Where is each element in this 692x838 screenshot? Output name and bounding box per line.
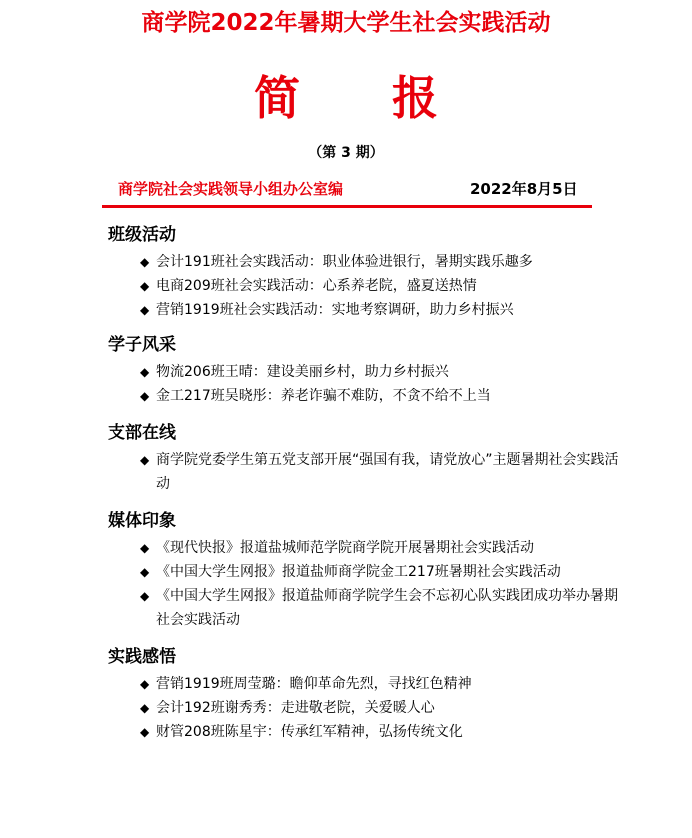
org-title: 商学院2022年暑期大学生社会实践活动 (141, 10, 551, 36)
item-text: 财管208班陈星宇：传承红军精神，弘扬传统文化 (156, 724, 463, 740)
diamond-bullet-icon: ◆ (140, 453, 150, 467)
list-item[interactable] (140, 696, 626, 720)
list-item[interactable] (140, 298, 626, 322)
diamond-bullet-icon: ◆ (140, 303, 150, 317)
section-practice-reflections (0, 642, 692, 744)
title-char-2: 报 (392, 71, 438, 125)
item-text: 物流206班王晴：建设美丽乡村，助力乡村振兴 (156, 364, 449, 380)
item-list (0, 448, 692, 496)
diamond-bullet-icon: ◆ (140, 565, 150, 579)
list-item[interactable] (140, 274, 626, 298)
section-title: 实践感悟 (108, 647, 176, 667)
section-title: 支部在线 (108, 423, 176, 443)
item-list (0, 536, 692, 632)
diamond-bullet-icon: ◆ (140, 279, 150, 293)
list-item[interactable] (140, 360, 626, 384)
list-item[interactable] (140, 384, 626, 408)
header-divider (102, 205, 592, 208)
list-item[interactable] (140, 560, 626, 584)
section-title: 班级活动 (108, 225, 176, 245)
item-text: 会计192班谢秀秀：走进敬老院，关爱暖人心 (156, 700, 435, 716)
item-list (0, 360, 692, 408)
diamond-bullet-icon: ◆ (140, 255, 150, 269)
list-item[interactable] (140, 448, 626, 496)
item-text: 商学院党委学生第五党支部开展“强国有我，请党放心”主题暑期社会实践活动 (156, 452, 619, 492)
issue-number: （第 3 期） (308, 145, 384, 161)
section-media-coverage (0, 506, 692, 632)
item-text: 《现代快报》报道盐城师范学院商学院开展暑期社会实践活动 (156, 540, 534, 556)
item-text: 营销1919班社会实践活动：实地考察调研，助力乡村振兴 (156, 302, 514, 318)
item-text: 《中国大学生网报》报道盐师商学院金工217班暑期社会实践活动 (156, 564, 561, 580)
list-item[interactable] (140, 720, 626, 744)
diamond-bullet-icon: ◆ (140, 677, 150, 691)
title-char-1: 简 (254, 71, 300, 125)
diamond-bullet-icon: ◆ (140, 541, 150, 555)
sections (0, 220, 692, 744)
list-item[interactable] (140, 250, 626, 274)
item-text: 会计191班社会实践活动：职业体验进银行，暑期实践乐趣多 (156, 254, 533, 270)
section-class-activities (0, 220, 692, 322)
item-text: 金工217班吴晓彤：养老诈骗不难防，不贪不给不上当 (156, 388, 491, 404)
diamond-bullet-icon: ◆ (140, 725, 150, 739)
list-item[interactable] (140, 536, 626, 560)
section-party-branch (0, 418, 692, 496)
section-title: 媒体印象 (108, 511, 176, 531)
diamond-bullet-icon: ◆ (140, 701, 150, 715)
meta-row (118, 178, 588, 200)
list-item[interactable] (140, 672, 626, 696)
publish-date: 2022年8月5日 (470, 180, 578, 198)
item-text: 《中国大学生网报》报道盐师商学院学生会不忘初心队实践团成功举办暑期社会实践活动 (156, 588, 618, 628)
item-text: 电商209班社会实践活动：心系养老院，盛夏送热情 (156, 278, 477, 294)
section-title: 学子风采 (108, 335, 176, 355)
item-text: 营销1919班周莹璐：瞻仰革命先烈，寻找红色精神 (156, 676, 472, 692)
diamond-bullet-icon: ◆ (140, 589, 150, 603)
editor-office: 商学院社会实践领导小组办公室编 (118, 180, 344, 198)
item-list (0, 250, 692, 322)
section-student-showcase (0, 330, 692, 408)
item-list (0, 672, 692, 744)
document-title (0, 62, 692, 128)
list-item[interactable] (140, 584, 626, 632)
diamond-bullet-icon: ◆ (140, 365, 150, 379)
diamond-bullet-icon: ◆ (140, 389, 150, 403)
